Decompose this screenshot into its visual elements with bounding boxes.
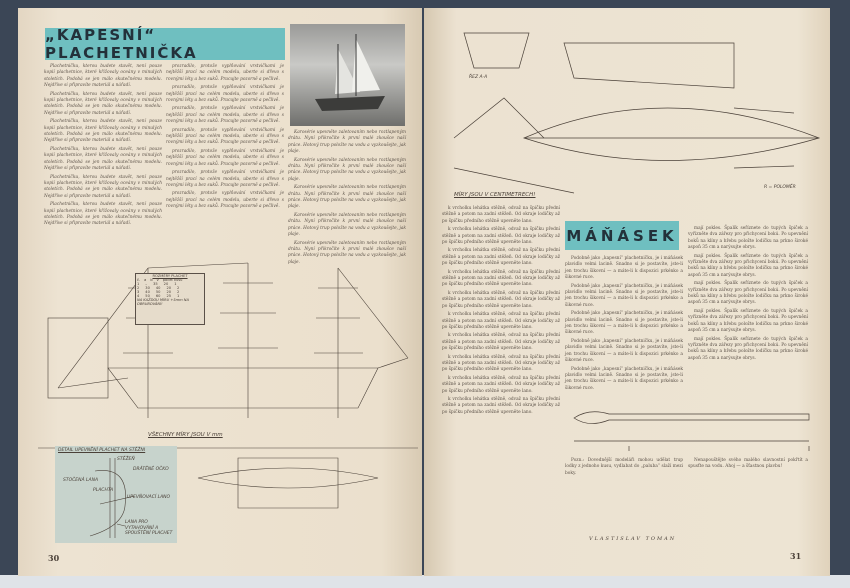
paragraph: Plachetničku, kterou budete stavět, není pouze kopií plachetnice, které křižovaly oceány v minulých stoletích. Podobá se jen málo skutečnému modelu. Nejdříve si připravíte materiál a nářadí.	[44, 64, 162, 89]
paragraph: k vrcholku lehátka stěžně, odvaž na špičku přední stěžně a potom na zadní stěžeň. Od okraje lodičky až po špičku předního stěžně upevněte lano.	[442, 290, 560, 309]
text-column-3	[288, 130, 406, 265]
paragraph: k vrcholku lehátka stěžně, odvaž na špičku přední stěžně a potom na zadní stěžeň. Od okraje lodičky až po špičku předního stěžně upevněte lano.	[442, 354, 560, 373]
section-label: ŘEZ A-A	[469, 75, 488, 80]
header-cell: a	[144, 278, 147, 282]
paragraph: Nenapouštějte svého malého slavnostní pokřtít a spusťte na vodu. Ahoj — a šťastnou plavbu!	[688, 458, 808, 470]
paragraph: prozradilo, protože vyplňování vrstvičkami je nejtěžší prací na celém modelu, uberte si dřevo s rovnými léty a bez suků. Pracujte pozorně a pečlivě.	[166, 191, 284, 210]
table-note: NA KAŽDOU MÍRU +5mm NA OBRUBOVÁNÍ!	[137, 298, 189, 306]
sail-detail-box	[55, 446, 177, 543]
radius-label: R = POLOMĚR	[764, 185, 796, 190]
cell: –	[145, 282, 148, 286]
cell: 1	[177, 294, 180, 298]
paragraph: Plachetničku, kterou budete stavět, není pouze kopií plachetnice, které křižovaly oceány v minulých stoletích. Podobá se jen málo skutečnému modelu. Nejdříve si připravíte materiál a nářadí.	[44, 202, 162, 227]
cell: 4	[137, 294, 140, 298]
label-coiled-ropes: STOČENÁ LANA	[63, 478, 99, 483]
cell: 1	[137, 282, 140, 286]
paragraph: Karosérie upevněte zaletovaním nebo roztlapeným drátu. Nyní přikročíte k první malé zkoušce naší práce. Hotový trup položte na vodu a vyzkoušejte, jak plaje.	[288, 157, 406, 182]
paddle-drawing	[569, 406, 819, 456]
article-title-manasek: MÁŇÁSEK	[565, 221, 679, 250]
paragraph: Podobně jako „kapesní“ plachetničku, je i máňásek plavidlo velmi lacině. Snadno si je postavíte, jste-li jen trochu šikovní — a máte-li k dispozici prkénko a šikovné ruce.	[565, 256, 683, 281]
drawing-caption: VŠECHNY MÍRY JSOU V mm	[148, 432, 223, 438]
paragraph: Karosérie upevněte zaletovaním nebo roztlapeným drátu. Nyní přikročíte k první malé zkoušce naší práce. Hotový trup položte na vodu a vyzkoušejte, jak plaje.	[288, 212, 406, 238]
paragraph: Podobně jako „kapesní“ plachetničku, je i máňásek plavidlo velmi lacině. Snadno si je postavíte, jste-li jen trochu šikovní — a máte-li k dispozici prkénko a šikovné ruce.	[565, 338, 683, 364]
cell: 2	[177, 290, 180, 294]
paragraph: prozradilo, protože vyplňování vrstvičkami je nejtěžší prací na celém modelu, uberte si dřevo s rovnými léty a bez suků. Pracujte pozorně a pečlivě.	[166, 64, 284, 82]
cell: 3	[137, 290, 140, 294]
sail-dimensions-table	[135, 273, 205, 325]
label-halyards: LANA PRO VYTAHOVÁNÍ A SPOUŠTĚNÍ PLACHET	[125, 520, 173, 536]
cell: 20	[166, 286, 172, 290]
paragraph: Plachetničku, kterou budete stavět, není pouze kopií plachetnice, které křižovaly oceány v minulých stoletích. Podobá se jen málo skutečnému modelu. Nejdříve si připravíte materiál a nářadí.	[44, 146, 162, 172]
paragraph: Karosérie upevněte zaletovaním nebo roztlapeným drátu. Nyní přikročíte k první malé zkoušce naší práce. Hotový trup položte na vodu a vyzkoušejte, jak plaje.	[288, 130, 406, 155]
paragraph: mají pokles. Špalík seříznete do tupých špiček a vyřízněte dva zářezy pro přichycení bokú. Po upevnění boků na klíny a hřebu položte lodičku na prkno široké aspoň 35 cm a narýsujte obrys.	[688, 336, 808, 361]
model-boat-photo	[290, 24, 405, 126]
header-cell: č.	[137, 278, 141, 282]
text-column-2	[565, 256, 683, 406]
cell: 40	[145, 290, 150, 294]
paragraph: Pozn.: Dovednější modeláři mohou udělat trup lodky z jednoho kusu, vydlabat do „paluba“ slaží mezi boky.	[565, 458, 683, 476]
detail-title: DETAIL UPEVNĚNÍ PLACHET NA STĚŽNI	[58, 448, 146, 453]
header-cell: v	[156, 278, 159, 282]
paragraph: k vrcholku lehátka stěžně, odvaž na špičku přední stěžně a potom na zadní stěžeň. Od okraje lodičky až po špičku předního stěžně upevněte lano.	[442, 375, 560, 394]
paragraph: prozradilo, protože vyplňování vrstvičkami je nejtěžší prací na celém modelu, uberte si dřevo s rovnými léty a bez suků. Pracujte pozorně a pečlivě.	[166, 85, 284, 104]
paragraph: prozradilo, protože vyplňování vrstvičkami je nejtěžší prací na celém modelu, uberte si dřevo s rovnými léty a bez suků. Pracujte pozorně a pečlivě.	[166, 148, 284, 167]
page-number: 31	[790, 551, 802, 561]
cell: 1	[174, 282, 177, 286]
closing-paragraph	[688, 458, 808, 538]
paragraph: k vrcholku lehátka stěžně, odvaž na špičku přední stěžně a potom na zadní stěžeň. Od okraje lodičky až po špičku předního stěžně upevněte lano.	[442, 269, 560, 288]
cell: 50	[145, 294, 150, 298]
boat-photo-illustration	[290, 24, 405, 126]
paragraph: mají pokles. Špalík seříznete do tupých špiček a vyřízněte dva zářezy pro přichycení bokú. Po upevnění boků na klíny a hřebu položte lodičku na prkno široké aspoň 35 cm a narýsujte obrys.	[688, 226, 808, 251]
label-fastening-rope: UPEVŇOVACÍ LANO	[127, 495, 171, 500]
paragraph: k vrcholku lehátka stěžně, odvaž na špičku přední stěžně a potom na zadní stěžeň. Od okraje lodičky až po špičku předního stěžně upevněte lano.	[442, 206, 560, 224]
text-column-1	[442, 206, 560, 546]
paragraph: k vrcholku lehátka stěžně, odvaž na špičku přední stěžně a potom na zadní stěžeň. Od okraje lodičky až po špičku předního stěžně upevněte lano.	[442, 312, 560, 330]
paragraph: prozradilo, protože vyplňování vrstvičkami je nejtěžší prací na celém modelu, uberte si dřevo s rovnými léty a bez suků. Pracujte pozorně a pečlivě.	[166, 106, 284, 125]
paragraph: prozradilo, protože vyplňování vrstvičkami je nejtěžší prací na celém modelu, uberte si dřevo s rovnými léty a bez suků. Pracujte pozorně a pečlivě.	[166, 170, 284, 188]
dinghy-plan-drawing	[434, 18, 829, 218]
text-column-3	[688, 226, 808, 406]
text-column-2	[166, 64, 284, 260]
label-wire-eye: DRÁTĚNÉ OČKO	[133, 467, 169, 472]
paragraph: prozradilo, protože vyplňování vrstvičkami je nejtěžší prací na celém modelu, uberte si dřevo s rovnými léty a bez suků. Pracujte pozorně a pečlivě.	[166, 127, 284, 146]
label-mast: STĚŽEŇ	[117, 457, 135, 462]
author-name: VLASTISLAV TOMAN	[589, 536, 677, 542]
paragraph: Plachetničku, kterou budete stavět, není pouze kopií plachetnice, které křižovaly oceány v minulých stoletích. Podobá se jen málo skutečnému modelu. Nejdříve si připravíte materiál a nářadí.	[44, 119, 162, 144]
paragraph: Karosérie upevněte zaletovaním nebo roztlapeným drátu. Nyní přikročíte k první malé zkoušce naší práce. Hotový trup položte na vodu a vyzkoušejte, jak plaje.	[288, 185, 406, 210]
cell: 20	[163, 282, 169, 286]
cell: 2	[137, 286, 140, 290]
closing-note	[565, 458, 683, 538]
table-surface	[0, 575, 850, 588]
page-number: 30	[48, 553, 60, 563]
paragraph: Plachetničku, kterou budete stavět, není pouze kopií plachetnice, které křižovaly oceány v minulých stoletích. Podobá se jen málo skutečnému modelu. Nejdříve si připravíte materiál a nářadí.	[44, 91, 162, 116]
left-page	[18, 8, 422, 576]
paragraph: k vrcholku lehátka stěžně, odvaž na špičku přední stěžně a potom na zadní stěžeň. Od okraje lodičky až po špičku předního stěžně upevněte lano.	[442, 396, 560, 415]
right-page	[424, 8, 830, 576]
measure-note: MÍRY JSOU V CENTIMETRECH!	[454, 192, 536, 198]
text-column-1	[44, 64, 162, 260]
cell: 2	[177, 286, 180, 290]
cell: 50	[155, 290, 161, 294]
paragraph: Karosérie upevněte zaletovaním nebo roztlapeným drátu. Nyní přikročíte k první malé zkoušce naší práce. Hotový trup položte na vodu a vyzkoušejte, jak plaje.	[288, 240, 406, 265]
cell: 20	[166, 290, 172, 294]
paragraph: k vrcholku lehátka stěžně, odvaž na špičku přední stěžně a potom na zadní stěžeň. Od okraje lodičky až po špičku předního stěžně upevněte lano.	[442, 248, 560, 267]
cell: 30	[145, 286, 150, 290]
paragraph: k vrcholku lehátka stěžně, odvaž na špičku přední stěžně a potom na zadní stěžeň. Od okraje lodičky až po špičku předního stěžně upevněte lano.	[442, 227, 560, 246]
cell: 25	[166, 294, 172, 298]
header-cell: počet kusů	[162, 278, 183, 282]
paragraph: mají pokles. Špalík seříznete do tupých špiček a vyřízněte dva zářezy pro přichycení bokú. Po upevnění boků na klíny a hřebu položte lodičku na prkno široké aspoň 35 cm a narýsujte obrys.	[688, 253, 808, 278]
cell: 60	[155, 294, 161, 298]
cell: 40	[155, 286, 161, 290]
header-cell: b	[150, 278, 153, 282]
article-title: „KAPESNÍ“ PLACHETNIČKA	[45, 28, 285, 60]
paragraph: mají pokles. Špalík seříznete do tupých špiček a vyřízněte dva zářezy pro přichycení bokú. Po upevnění boků na klíny a hřebu položte lodičku na prkno široké aspoň 35 cm a narýsujte obrys.	[688, 308, 808, 334]
paragraph: Plachetničku, kterou budete stavět, není pouze kopií plachetnice, které křižovaly oceány v minulých stoletích. Podobá se jen málo skutečnému modelu. Nejdříve si připravíte materiál a nářadí.	[44, 174, 162, 199]
cell: 35	[153, 282, 158, 286]
label-sail: PLACHTA	[93, 488, 114, 493]
paragraph: k vrcholku lehátka stěžně, odvaž na špičku přední stěžně a potom na zadní stěžeň. Od okraje lodičky až po špičku předního stěžně upevněte lano.	[442, 333, 560, 352]
paragraph: Podobně jako „kapesní“ plachetničku, je i máňásek plavidlo velmi lacině. Snadno si je postavíte, jste-li jen trochu šikovní — a máte-li k dispozici prkénko a šikovné ruce.	[565, 283, 683, 308]
paragraph: Podobně jako „kapesní“ plachetničku, je i máňásek plavidlo velmi lacině. Snadno si je postavíte, jste-li jen trochu šikovní — a máte-li k dispozici prkénko a šikovné ruce.	[565, 311, 683, 336]
table-title: ROZMĚRY PLACHET	[152, 274, 188, 278]
paragraph: mají pokles. Špalík seříznete do tupých špiček a vyřízněte dva zářezy pro přichycení bokú. Po upevnění boků na klíny a hřebu položte lodičku na prkno široké aspoň 35 cm a narýsujte obrys.	[688, 281, 808, 306]
paragraph: Podobně jako „kapesní“ plachetničku, je i máňásek plavidlo velmi lacině. Snadno si je postavíte, jste-li jen trochu šikovní — a máte-li k dispozici prkénko a šikovné ruce.	[565, 366, 683, 391]
